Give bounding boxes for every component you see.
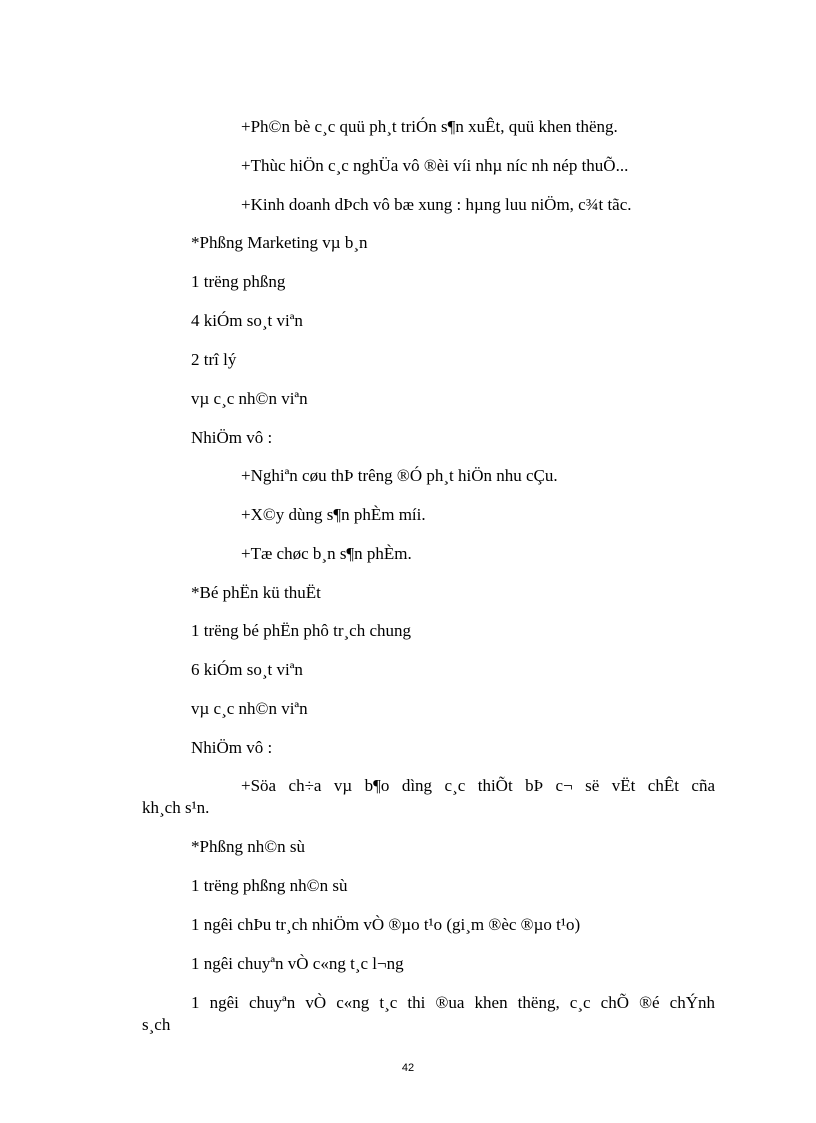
- text-line: +Ph©n bè c¸c quü ph¸t triÓn s¶n xuÊt, quü khen thëng.: [241, 117, 618, 136]
- section-heading: *Phßng nh©n sù: [191, 837, 305, 856]
- text-line: 4 kiÓm so¸t viªn: [191, 311, 303, 330]
- text-line: 1 ngêi chuyªn vÒ c«ng t¸c thi ®ua khen thëng, c¸c chÕ ®é chÝnh: [191, 993, 715, 1012]
- text-line: s¸ch: [142, 1015, 171, 1034]
- text-line: NhiÖm vô :: [191, 428, 273, 447]
- text-line: NhiÖm vô :: [191, 738, 273, 757]
- text-line: 1 trëng phßng nh©n sù: [191, 876, 348, 895]
- page-number: 42: [401, 1062, 415, 1074]
- text-line: +Nghiªn cøu thÞ trêng ®Ó ph¸t hiÖn nhu cÇu.: [241, 466, 558, 485]
- text-line: 6 kiÓm so¸t viªn: [191, 660, 303, 679]
- section-heading: *Phßng Marketing vµ b¸n: [191, 233, 368, 252]
- text-line: +Kinh doanh dÞch vô bæ xung : hµng luu niÖm, c¾t tãc.: [241, 195, 632, 214]
- text-line: +Thùc hiÖn c¸c nghÜa vô ®èi víi nhµ níc nh nép thuÕ...: [241, 156, 629, 175]
- text-line: vµ c¸c nh©n viªn: [191, 699, 308, 718]
- text-line: 1 ngêi chuyªn vÒ c«ng t¸c l¬ng: [191, 954, 404, 973]
- text-line: vµ c¸c nh©n viªn: [191, 389, 308, 408]
- text-line: kh¸ch s¹n.: [142, 798, 210, 817]
- text-line: +Söa ch÷a vµ b¶o dìng c¸c thiÕt bÞ c¬ së vËt chÊt cña: [241, 776, 715, 795]
- text-line: 1 trëng phßng: [191, 272, 286, 291]
- text-line: 1 ngêi chÞu tr¸ch nhiÖm vÒ ®µo t¹o (gi¸m ®èc ®µo t¹o): [191, 915, 581, 934]
- text-line: +Tæ chøc b¸n s¶n phÈm.: [241, 544, 412, 563]
- text-line: 1 trëng bé phËn phô tr¸ch chung: [191, 621, 411, 640]
- section-heading: *Bé phËn kü thuËt: [191, 583, 321, 602]
- text-line: 2 trî lý: [191, 350, 237, 369]
- text-line: +X©y dùng s¶n phÈm míi.: [241, 505, 426, 524]
